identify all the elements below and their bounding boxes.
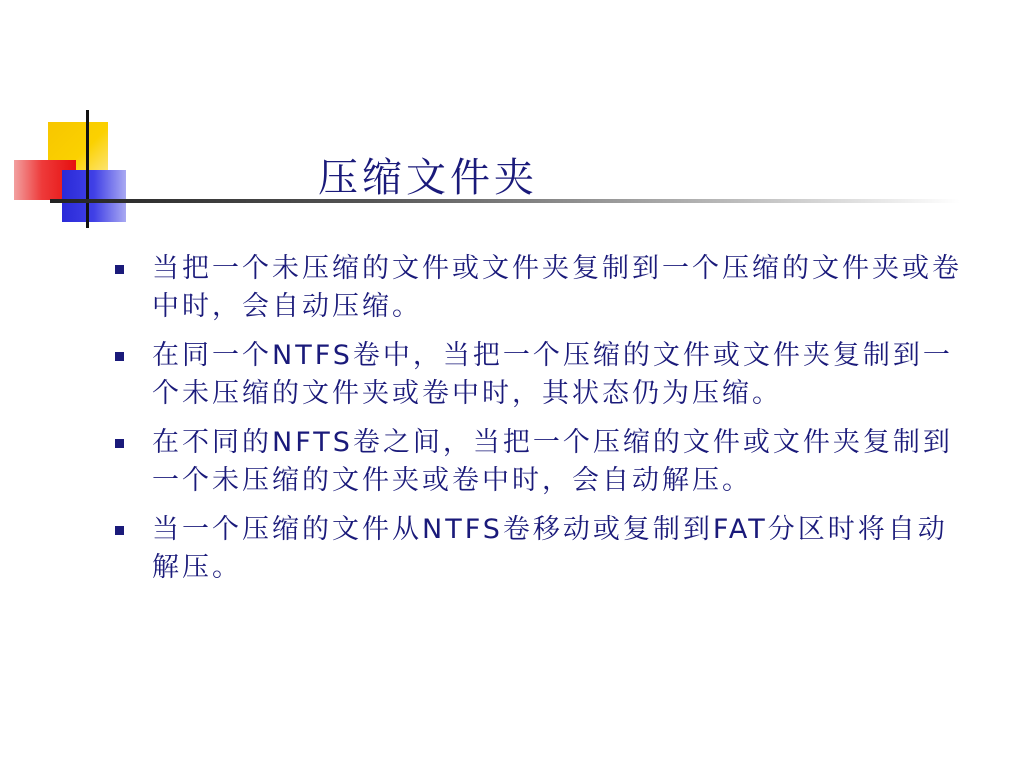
bullet-item bbox=[112, 337, 992, 413]
bullet-text: 在同一个NTFS卷中，当把一个压缩的文件或文件夹复制到一个未压缩的文件夹或卷中时，其状态仍为压缩。 bbox=[152, 340, 953, 409]
bullet-list bbox=[112, 250, 992, 598]
bullet-text: 在不同的NFTS卷之间，当把一个压缩的文件或文件夹复制到一个未压缩的文件夹或卷中时，会自动解压。 bbox=[152, 427, 953, 496]
bullet-text: 当把一个未压缩的文件或文件夹复制到一个压缩的文件夹或卷中时，会自动压缩。 bbox=[152, 253, 962, 322]
bullet-item bbox=[112, 250, 992, 326]
bullet-item bbox=[112, 511, 992, 587]
bullet-square-icon bbox=[115, 526, 124, 535]
bullet-square-icon bbox=[115, 352, 124, 361]
bullet-text: 当一个压缩的文件从NTFS卷移动或复制到FAT分区时将自动解压。 bbox=[152, 514, 948, 583]
bullet-square-icon bbox=[115, 439, 124, 448]
decorative-vertical-line bbox=[86, 110, 89, 228]
slide-title: 压缩文件夹 bbox=[318, 155, 538, 201]
decorative-blue-square bbox=[62, 170, 126, 222]
bullet-item bbox=[112, 424, 992, 500]
bullet-square-icon bbox=[115, 265, 124, 274]
